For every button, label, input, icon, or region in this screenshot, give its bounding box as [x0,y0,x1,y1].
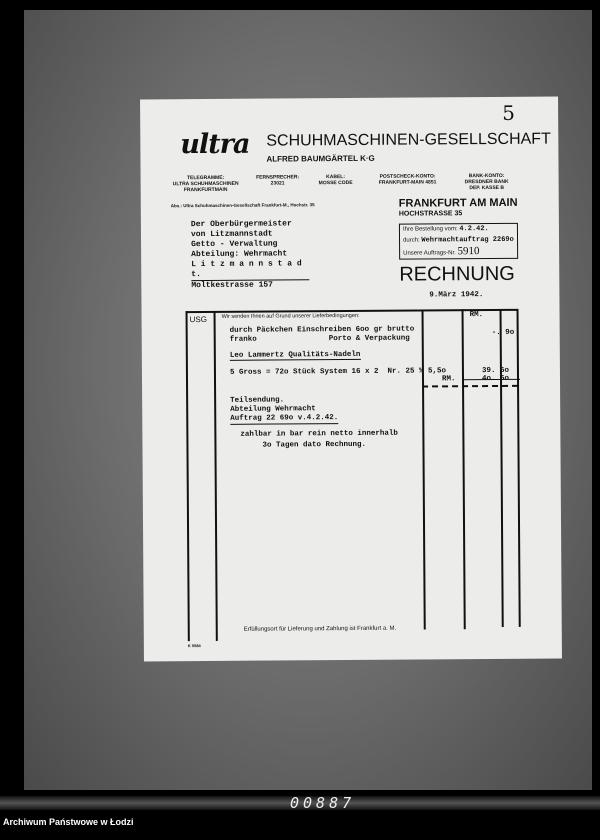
table-rule [214,311,218,641]
notes [230,396,338,425]
recipient-line: L i t z m a n n s t a d t. [191,259,309,281]
footer-note: Erfüllungsort für Lieferung und Zahlung ist Frankfurt a. M. [243,625,397,633]
recipient-address [191,219,309,291]
invoice-date: 9.März 1942. [429,291,484,300]
note-line: Abteilung Wehrmacht [230,405,316,414]
form-number: K 0584 [187,643,201,649]
contact-value: ULTRA SCHUHMASCHINEN FRANKFURTMAIN [172,180,239,194]
contact-label: POSTSCHECK-KONTO: [379,173,436,180]
total-label: RM. [441,375,456,384]
archive-label: Archiwum Państwowe w Łodzi [3,817,134,827]
recipient-line: Abteilung: Wehrmacht [191,249,288,260]
contact-value: 23021 [270,180,285,187]
note-line: Teilsendung. [230,396,285,405]
recipient-line: von Litzmannstadt [190,229,273,240]
label: durch: [403,237,420,244]
table-rule [500,309,504,627]
table-rule [186,311,190,641]
contact-label: KABEL: [326,174,346,181]
code: USG [189,315,207,325]
city: FRANKFURT AM MAIN [398,196,518,210]
company-name: SCHUHMASCHINEN-GESELLSCHAFT [266,130,551,150]
item-line: Leo Lammertz Qualitäts-Nadeln [229,350,361,360]
company-owner: ALFRED BAUMGÄRTEL K·G [266,153,375,164]
company-logo: ultra [180,128,250,161]
contact-value: DRESDNER BANK DEP. KASSE B [464,178,509,192]
order-date: 4.2.42. [459,225,489,234]
table-rule [422,309,426,629]
frame-number: 00887 [290,794,356,812]
double-rule [422,385,518,388]
currency: RM. [469,311,484,320]
item-line: franko Porto & Verpackung [229,334,410,344]
contact-value: MOSSE CODE [318,179,353,187]
contact-label: FERNSPRECHER: [256,174,300,181]
sender-line: Abs.: Ultra Schuhmaschinen-Gesellschaft Frankfurt-M., Hochstr. 35 [170,202,315,209]
table-rule [462,309,466,629]
order-box [399,223,518,260]
postage: -. 9o [491,328,515,338]
document-title: RECHNUNG [399,262,515,286]
terms-line: zahlbar in bar rein netto innerhalb [240,429,398,439]
label: Ihre Bestellung vom: [402,226,458,233]
note-line: Auftrag 22 69o v.4.2.42. [230,414,339,423]
page-mark: 5 [502,100,515,125]
order-number: 5910 [457,245,480,258]
table-rule [517,309,521,627]
invoice-document [140,97,562,662]
contact-label: BANK-KONTO: [468,172,505,180]
amount: 39. 6o [481,366,509,376]
recipient-line: Getto - Verwaltung [191,239,278,250]
street: HOCHSTRASSE 35 [398,210,463,218]
contact-value: FRANKFURT-MAIN 4851 [378,179,437,186]
intro-text: Wir senden Ihnen auf Grund unserer Lieferbedingungen: [221,312,360,320]
terms-line: 3o Tagen dato Rechnung. [262,440,367,450]
total: 4o. 5o [481,374,510,384]
contact-label: TELEGRAMME: [186,174,225,182]
item-line: 5 Gross = 72o Stück System 16 x 2 Nr. 25 % [229,367,424,377]
unit-price: 5,5o [427,367,446,376]
item-line: durch Päckchen Einschreiben 6oo gr brutto [229,325,415,335]
recipient-line: Der Oberbürgermeister [190,219,292,230]
label: Unsere Auftrags-Nr. [403,250,456,257]
order-by: Wehrmachtauftrag 2269o [421,235,514,245]
recipient-line: Moltkestrasse 157 [191,280,273,291]
